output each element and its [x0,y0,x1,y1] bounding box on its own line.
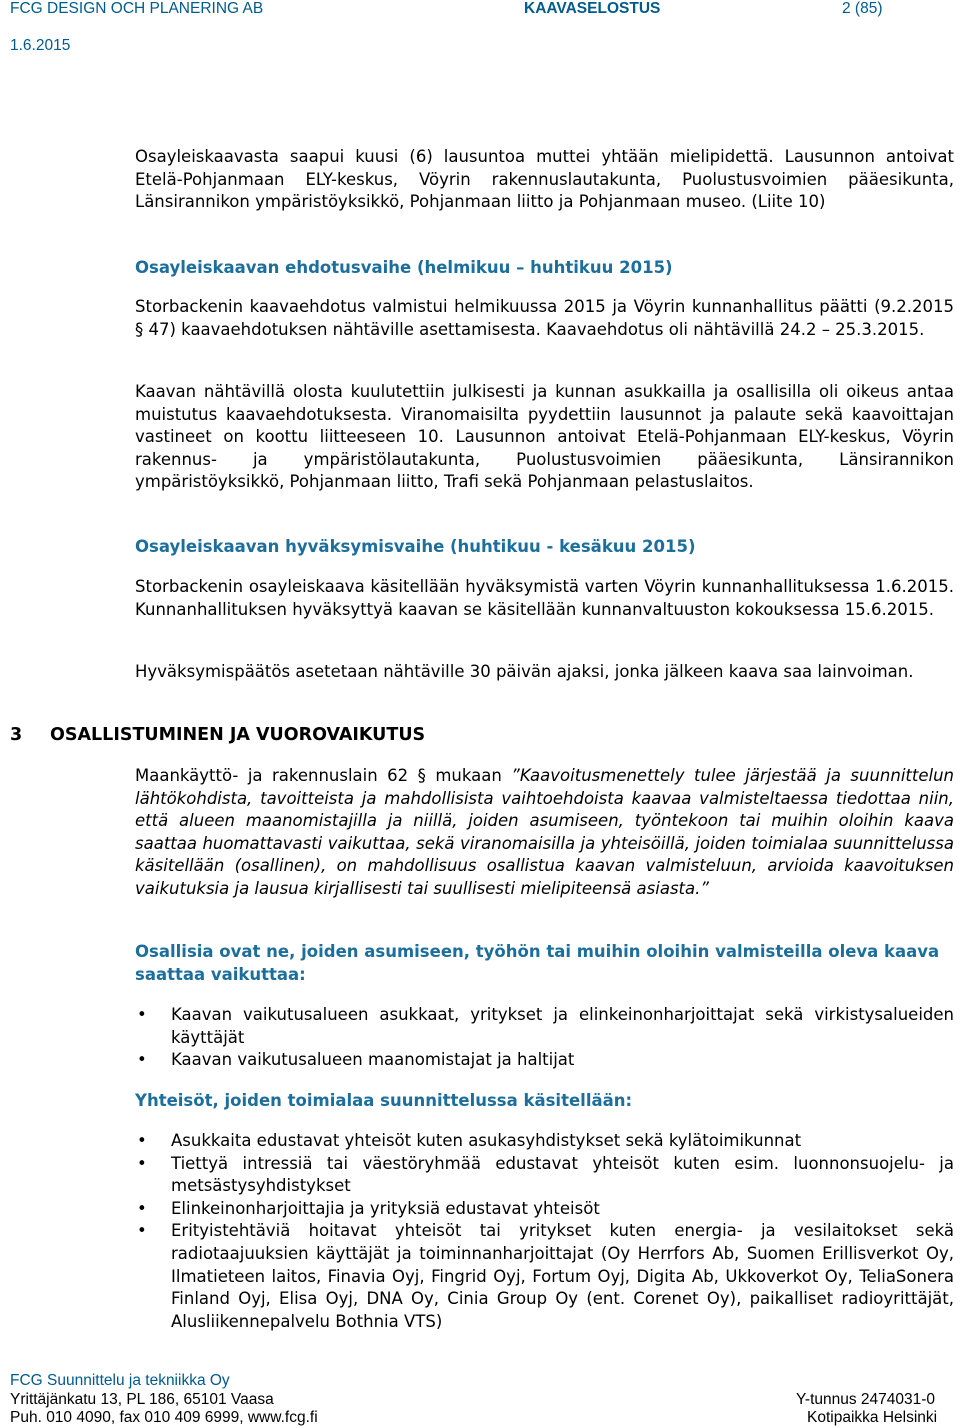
paragraph-public-display: Kaavan nähtävillä olosta kuulutettiin julkisesti ja kunnan asukkailla ja osallisilla oli oikeus antaa muistutus kaavaehdotuksesta. Viranomaisilta pyydettiin lausunnot ja palaute sekä kaavoittajan vastineet on koottu liitteeseen 10. Lausunnon antoivat Etelä-Pohjanmaan ELY-keskus, Vöyrin rakennus- ja ympäristölautakunta, Puolustusvoimien pääesikunta, Länsirannikon ympäristöyksikkö, Pohjanmaan liitto, Trafi sekä Pohjanmaan pelastuslaitos. [135,382,954,492]
paragraph-statements: Osayleiskaavasta saapui kuusi (6) lausuntoa muttei yhtään mielipidettä. Lausunnon antoivat Etelä-Pohjanmaan ELY-keskus, Vöyrin rakennuslautakunta, Puolustusvoimien pääesikunta, Länsirannikon ympäristöyksikkö, Pohjanmaan liitto ja Pohjanmaan museo. (Liite 10) [135,147,954,212]
section-number: 3 [10,725,23,745]
paragraph-proposal: Storbackenin kaavaehdotus valmistui helmikuussa 2015 ja Vöyrin kunnanhallitus päätti (9.2.2015 § 47) kaavaehdotuksen nähtäville asettamisesta. Kaavaehdotus oli nähtävillä 24.2 – 25.3.2015. [135,297,954,339]
bullet-icon: • [137,1153,147,1173]
paragraph-approval: Storbackenin osayleiskaava käsitellään hyväksymistä varten Vöyrin kunnanhallituksessa 1.6.2015. Kunnanhallituksen hyväksyttyä kaavan se käsitellään kunnanvaltuuston kokouksessa 15.6.2015. [135,577,954,619]
community-list [135,1130,954,1333]
list-item-text: Tiettyä intressiä tai väestöryhmää edustavat yhteisöt kuten esim. luonnonsuojelu- ja metsästysyhdistykset [171,1153,954,1196]
footer-contact: Puh. 010 4090, fax 010 409 6999, www.fcg.fi [10,1409,318,1426]
stakeholder-list [135,1004,954,1072]
bullet-icon: • [137,1005,147,1024]
list-item-text: Erityistehtäviä hoitavat yhteisöt tai yritykset kuten energia- ja vesilaitokset sekä radiotaajuuksien käyttäjät ja toiminnanharjoittajat (Oy Herrfors Ab, Suomen Erillisverkot Oy, Ilmatieteen laitos, Finavia Oyj, Fingrid Oyj, Fortum Oyj, Digita Ab, Ukkoverkot Oy, TeliaSonera Finland Oyj, Elisa Oyj, DNA Oy, Cinia Group Oy (ent. Corenet Oy), paikalliset radioyrittäjät, Alusliikennepalvelu Bothnia VTS) [171,1221,954,1331]
header-doc-title: KAAVASELOSTUS [524,0,661,17]
footer-company: FCG Suunnittelu ja tekniikka Oy [10,1372,230,1389]
list-item-text: Asukkaita edustavat yhteisöt kuten asukasyhdistykset sekä kylätoimikunnat [171,1131,802,1150]
list-item [135,1220,954,1333]
bullet-icon: • [137,1050,147,1070]
law-quote-intro: Maankäyttö- ja rakennuslain 62 § mukaan [135,766,512,785]
list-item [135,1049,954,1072]
paragraph-law-quote [135,765,954,901]
paragraph-approval-decision: Hyväksymispäätös asetetaan nähtäville 30 päivän ajaksi, jonka jälkeen kaava saa lainvoiman. [135,662,914,681]
header-company: FCG DESIGN OCH PLANERING AB [10,0,264,17]
heading-stakeholders: Osallisia ovat ne, joiden asumiseen, työhön tai muihin oloihin valmisteilla oleva kaava saattaa vaikuttaa: [135,942,940,984]
footer-address: Yrittäjänkatu 13, PL 186, 65101 Vaasa [10,1391,274,1408]
law-quote-text: ”Kaavoitusmenettely tulee järjestää ja suunnittelun lähtökohdista, tavoitteista ja mahdollisista vaihtoehdoista kaavaa valmisteltaessa tiedottaa niin, että alueen maanomistajilla ja niillä, joiden asumiseen, työntekoon tai muihin oloihin kaava saattaa huomattavasti vaikuttaa, sekä viranomaisilla ja yhteisöillä, joiden toimialaa suunnittelussa käsitellään (osallinen), on mahdollisuus osallistua kaavan valmisteluun, arvioida kaavoituksen vaikutuksia ja lausua kirjallisesti tai suullisesti mielipiteensä asiasta.” [135,766,954,898]
header-page-number: 2 (85) [842,0,883,17]
header-date: 1.6.2015 [10,37,71,54]
bullet-icon: • [137,1221,147,1241]
bullet-icon: • [137,1198,147,1218]
heading-proposal-phase: Osayleiskaavan ehdotusvaihe (helmikuu – huhtikuu 2015) [135,258,673,277]
footer-business-id: Y-tunnus 2474031-0 [796,1391,936,1408]
section-title: OSALLISTUMINEN JA VUOROVAIKUTUS [50,725,426,745]
footer-domicile: Kotipaikka Helsinki [807,1409,938,1426]
list-item [135,1153,954,1198]
list-item-text: Kaavan vaikutusalueen asukkaat, yritykset ja elinkeinonharjoittajat sekä virkistysalueiden käyttäjät [171,1005,954,1047]
list-item [135,1004,954,1049]
heading-approval-phase: Osayleiskaavan hyväksymisvaihe (huhtikuu - kesäkuu 2015) [135,537,696,556]
list-item-text: Elinkeinonharjoittajia ja yrityksiä edustavat yhteisöt [171,1198,600,1218]
list-item-text: Kaavan vaikutusalueen maanomistajat ja haltijat [171,1050,575,1070]
list-item [135,1198,954,1221]
heading-communities: Yhteisöt, joiden toimialaa suunnittelussa käsitellään: [135,1091,633,1110]
bullet-icon: • [137,1131,147,1150]
section-heading [10,724,425,746]
list-item [135,1130,954,1153]
